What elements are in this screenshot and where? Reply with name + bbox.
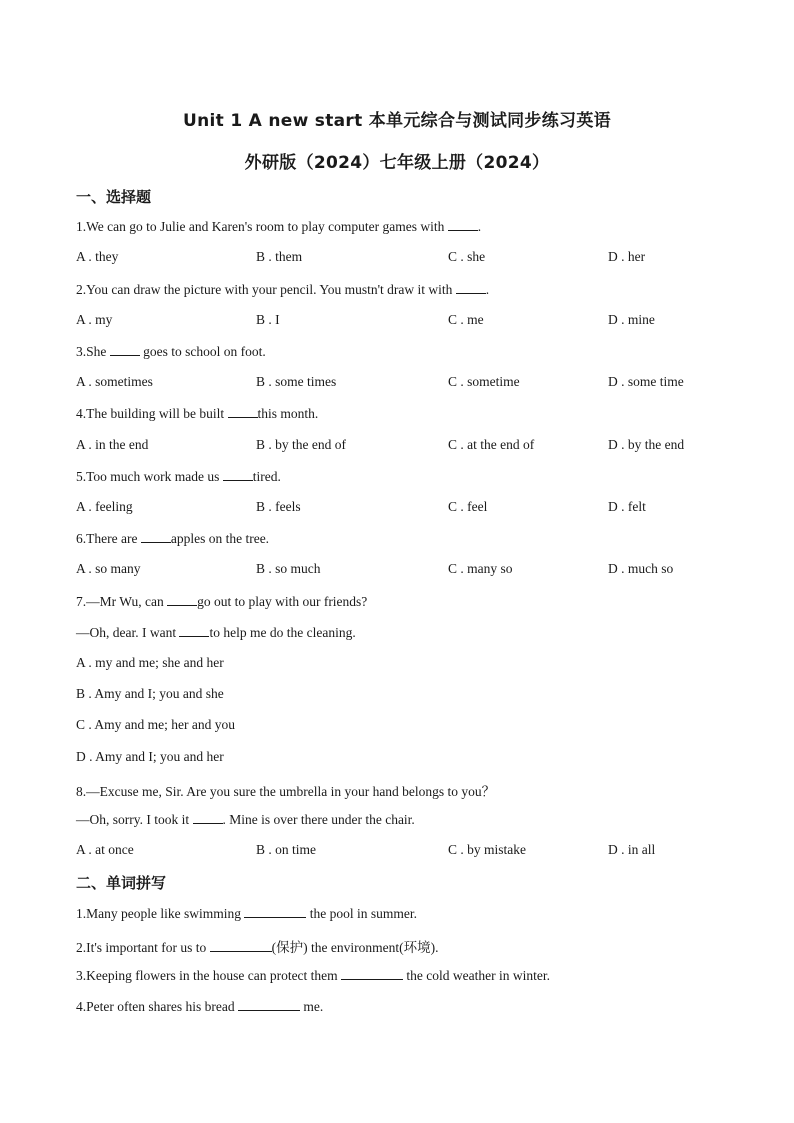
answer-blank — [244, 905, 306, 918]
option-d: D . much so — [608, 561, 674, 576]
option-b: B . them — [256, 249, 303, 264]
option-a: A . so many — [76, 561, 141, 576]
section-heading-choice: 一、选择题 — [76, 188, 152, 206]
answer-blank — [167, 593, 197, 606]
question-4: 4.The building will be built this month. — [76, 406, 319, 421]
option-b: B . by the end of — [256, 437, 346, 452]
answer-blank — [210, 939, 272, 952]
answer-blank — [228, 405, 258, 418]
option-c: C . sometime — [448, 374, 520, 389]
spelling-question-1: 1.Many people like swimming the pool in summer. — [76, 906, 417, 921]
option-a: A . at once — [76, 842, 134, 857]
question-7: 7.—Mr Wu, can go out to play with our friends? — [76, 594, 368, 609]
option-c: C . she — [448, 249, 486, 264]
option-c: C . at the end of — [448, 437, 535, 452]
answer-blank — [456, 281, 486, 294]
option-a: A . sometimes — [76, 374, 153, 389]
question-7-reply: —Oh, dear. I want to help me do the cleaning. — [76, 625, 356, 640]
option-d: D . felt — [608, 499, 646, 514]
option-a: A . feeling — [76, 499, 133, 514]
question-5: 5.Too much work made us tired. — [76, 469, 281, 484]
option-d: D . Amy and I; you and her — [76, 749, 224, 764]
spelling-question-4: 4.Peter often shares his bread me. — [76, 999, 324, 1014]
option-a: A . in the end — [76, 437, 149, 452]
option-a: A . my and me; she and her — [76, 655, 224, 670]
option-d: D . some time — [608, 374, 684, 389]
spelling-question-2: 2.It's important for us to (保护) the environment(环境). — [76, 940, 439, 955]
option-d: D . her — [608, 249, 646, 264]
option-c: C . me — [448, 312, 484, 327]
option-b: B . I — [256, 312, 280, 327]
option-c: C . by mistake — [448, 842, 526, 857]
option-d: D . in all — [608, 842, 656, 857]
answer-blank — [223, 468, 253, 481]
answer-blank — [341, 967, 403, 980]
option-d: D . mine — [608, 312, 655, 327]
section-heading-spelling: 二、单词拼写 — [76, 874, 167, 892]
answer-blank — [193, 811, 223, 824]
spelling-question-3: 3.Keeping flowers in the house can protect them the cold weather in winter. — [76, 968, 550, 983]
page-subtitle: 外研版（2024）七年级上册（2024） — [244, 153, 550, 173]
question-1: 1.We can go to Julie and Karen's room to play computer games with . — [76, 219, 482, 234]
question-2: 2.You can draw the picture with your pencil. You mustn't draw it with . — [76, 282, 490, 297]
answer-blank — [110, 343, 140, 356]
option-d: D . by the end — [608, 437, 685, 452]
question-8-reply: —Oh, sorry. I took it . Mine is over there under the chair. — [76, 812, 415, 827]
page-title: Unit 1 A new start 本单元综合与测试同步练习英语 — [183, 111, 611, 131]
option-a: A . they — [76, 249, 119, 264]
question-3: 3.She goes to school on foot. — [76, 344, 266, 359]
option-a: A . my — [76, 312, 113, 327]
answer-blank — [448, 218, 478, 231]
option-b: B . on time — [256, 842, 316, 857]
option-b: B . so much — [256, 561, 321, 576]
option-c: C . many so — [448, 561, 513, 576]
option-b: B . some times — [256, 374, 337, 389]
option-b: B . feels — [256, 499, 301, 514]
option-c: C . feel — [448, 499, 488, 514]
answer-blank — [238, 998, 300, 1011]
answer-blank — [179, 624, 209, 637]
answer-blank — [141, 530, 171, 543]
option-b: B . Amy and I; you and she — [76, 686, 224, 701]
question-6: 6.There are apples on the tree. — [76, 531, 270, 546]
question-8: 8.—Excuse me, Sir. Are you sure the umbrella in your hand belongs to you？ — [76, 784, 496, 799]
option-c: C . Amy and me; her and you — [76, 717, 235, 732]
